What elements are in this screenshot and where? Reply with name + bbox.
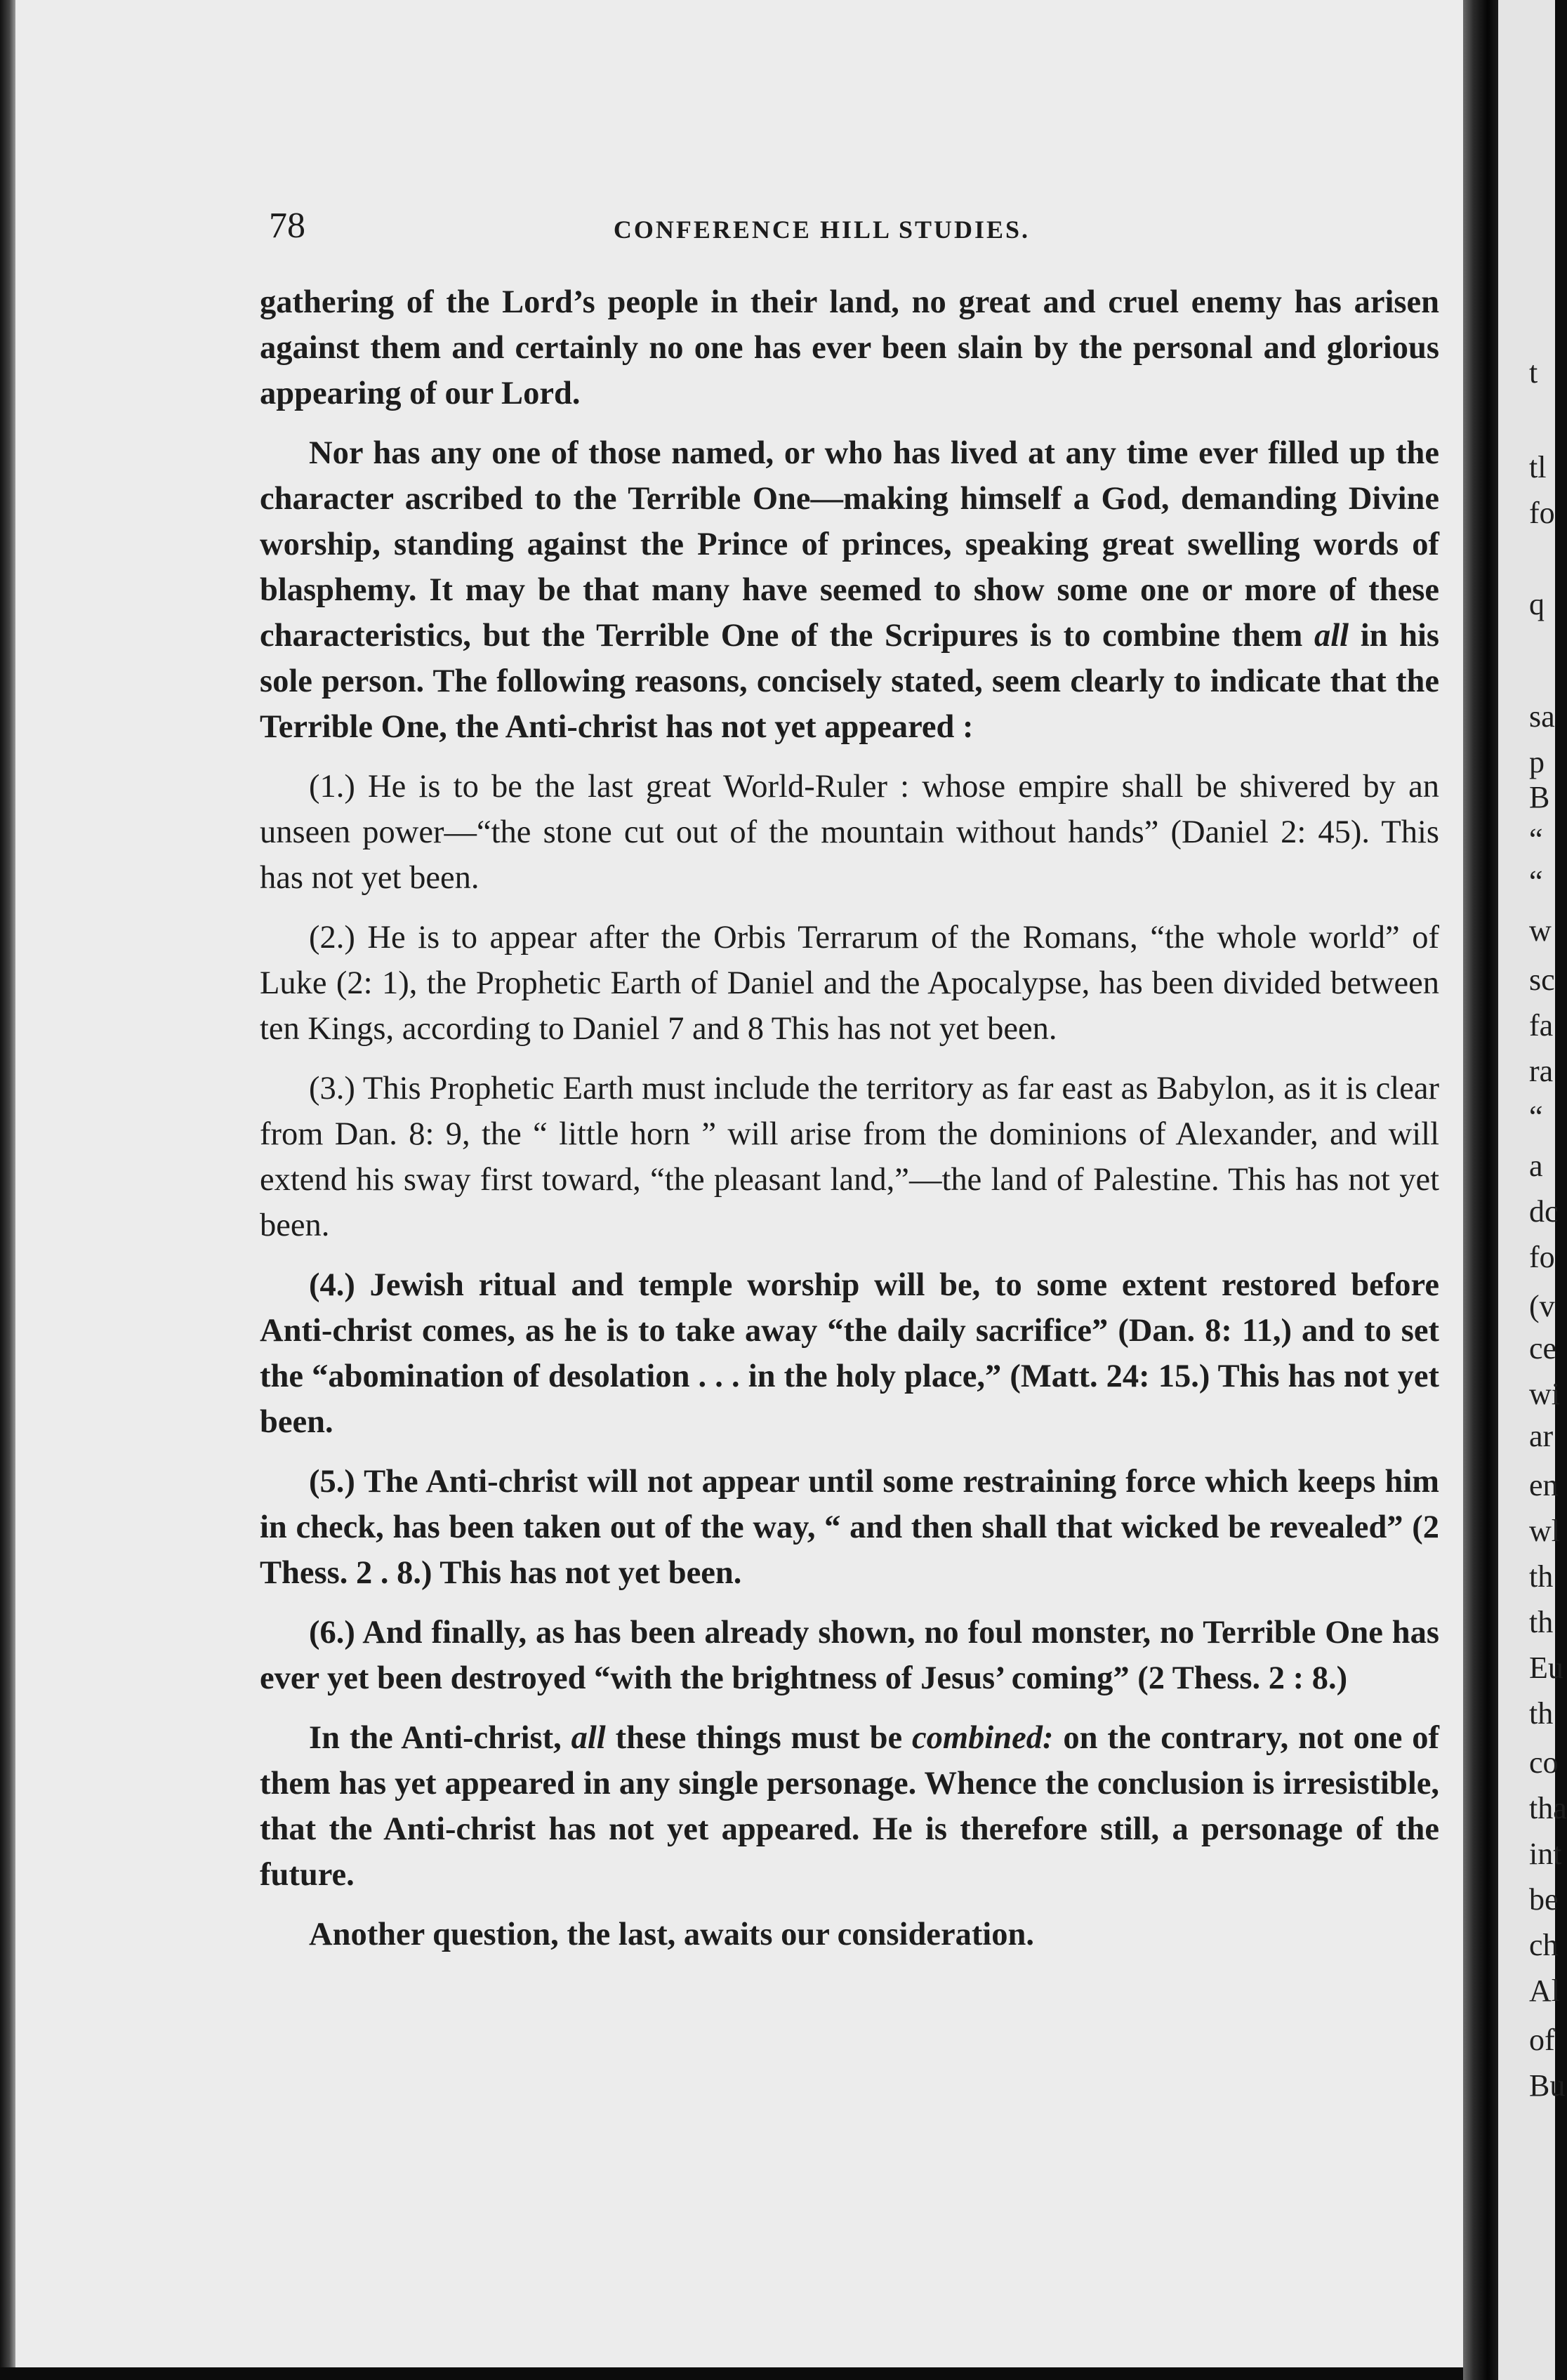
next-page-fragment: tl bbox=[1529, 450, 1547, 484]
next-page-fragment: en bbox=[1529, 1468, 1559, 1502]
book-gutter bbox=[1463, 0, 1498, 2380]
next-page-fragment: B bbox=[1529, 780, 1550, 814]
next-page-fragment: ce bbox=[1529, 1331, 1557, 1366]
next-page-fragment: q bbox=[1529, 587, 1545, 621]
emphasis-all: all bbox=[571, 1720, 606, 1756]
next-page-fragment: fo bbox=[1529, 1240, 1555, 1274]
next-page-fragment: “ bbox=[1529, 822, 1543, 857]
emphasis-all: all bbox=[1314, 618, 1349, 654]
next-page-fragment: be bbox=[1529, 1882, 1559, 1917]
next-page-fragment: th bbox=[1529, 1559, 1554, 1594]
paragraph-conclusion bbox=[260, 1715, 1439, 1898]
paragraph-continuation: gathering of the Lord’s people in their land, no great and cruel enemy has arisen against them and certainly no one has ever been slain by the personal and glorious appearing of our Lord. bbox=[260, 284, 1439, 411]
page-bottom-edge bbox=[0, 2367, 1463, 2380]
paragraph-text: in his sole person. The following reasons, concisely stated, seem clearly to indicate that the Terrible One, the Anti-christ has not yet appeared : bbox=[260, 618, 1439, 745]
paragraph-text: on the contrary, not one of them has yet appeared in any single personage. Whence the conclusion is irresistible, that the Anti-christ has not yet appeared. He is therefore still, a personage of the future. bbox=[260, 1720, 1440, 1893]
next-page-fragment: t bbox=[1529, 355, 1538, 390]
next-page-fragment: int bbox=[1529, 1837, 1562, 1871]
reason-item-4: (4.) Jewish ritual and temple worship will be, to some extent restored before Anti-christ comes, as he is to take away “the daily sacrifice” (Dan. 8: 11,) and to set the “abomination of desolation . . . in the holy place,” (Matt. 24: 15.) This has not yet been. bbox=[260, 1267, 1439, 1440]
next-page-fragment: th bbox=[1529, 1696, 1554, 1731]
body-text bbox=[260, 279, 1439, 1971]
next-page-fragment: dc bbox=[1529, 1194, 1559, 1229]
paragraph-text: Nor has any one of those named, or who has lived at any time ever filled up the character ascribed to the Terrible One—making himself a God, demanding Divine worship, standing against the Prince of princes, speaking great swelling words of blasphemy. It may be that many have seemed to show some one or more of these characteristics, but the Terrible One of the Scripures is to combine them bbox=[260, 435, 1439, 654]
reason-item-6: (6.) And finally, as has been already shown, no foul monster, no Terrible One has ever yet been destroyed “with the brightness of Jesus’ coming” (2 Thess. 2 : 8.) bbox=[260, 1615, 1439, 1696]
reason-item-1: (1.) He is to be the last great World-Ruler : whose empire shall be shivered by an unseen power—“the stone cut out of the mountain without hands” (Daniel 2: 45). This has not yet been. bbox=[260, 769, 1439, 896]
next-page-fragment: of bbox=[1529, 2023, 1555, 2057]
next-page-fragment: (v bbox=[1529, 1289, 1555, 1323]
next-page-edge bbox=[1498, 0, 1567, 2380]
page-number: 78 bbox=[269, 206, 305, 246]
running-title: CONFERENCE HILL STUDIES. bbox=[613, 216, 1031, 244]
next-page-fragment: p bbox=[1529, 745, 1545, 779]
emphasis-combined: combined: bbox=[912, 1720, 1054, 1756]
reason-item-5: (5.) The Anti-christ will not appear until some restraining force which keeps him in check, has been taken out of the way, “ and then shall that wicked be revealed” (2 Thess. 2 . 8.) This has not yet been. bbox=[260, 1464, 1439, 1591]
next-page-fragment: th bbox=[1529, 1605, 1554, 1639]
next-page-fragment: wl bbox=[1529, 1514, 1560, 1548]
paragraph-text: In the Anti-christ, bbox=[309, 1720, 571, 1756]
next-page-fragment: wi bbox=[1529, 1377, 1560, 1411]
paragraph-text: these things must be bbox=[605, 1720, 912, 1756]
next-page-fragment: “ bbox=[1529, 1099, 1543, 1134]
reason-item-3: (3.) This Prophetic Earth must include the territory as far east as Babylon, as it is clear from Dan. 8: 9, the “ little horn ” will arise from the dominions of Alexander, and will extend his sway first toward, “the pleasant land,”—the land of Palestine. This has not yet been. bbox=[260, 1071, 1439, 1243]
next-page-fragment: Bu bbox=[1529, 2068, 1566, 2103]
paragraph-closing: Another question, the last, awaits our consideration. bbox=[309, 1917, 1034, 1952]
paragraph-terrible-one bbox=[260, 430, 1439, 750]
page-left-edge bbox=[0, 0, 15, 2380]
reason-item-2: (2.) He is to appear after the Orbis Terrarum of the Romans, “the whole world” of Luke (2: 1), the Prophetic Earth of Daniel and the Apocalypse, has been divided between ten Kings, according to Daniel 7 and 8 This has not yet been. bbox=[260, 920, 1439, 1047]
next-page-fragment: sa bbox=[1529, 699, 1555, 734]
next-page-fragment: ch bbox=[1529, 1928, 1559, 1962]
page-header bbox=[269, 205, 1459, 261]
next-page-fragment: co bbox=[1529, 1745, 1559, 1780]
next-page-fragment: “ bbox=[1529, 864, 1543, 899]
next-page-fragment: Al bbox=[1529, 1974, 1560, 2008]
next-page-fragment: fo bbox=[1529, 496, 1555, 530]
next-page-fragment: a bbox=[1529, 1149, 1543, 1183]
next-page-fragment: tha bbox=[1529, 1791, 1567, 1825]
next-page-fragment: w bbox=[1529, 913, 1552, 948]
next-page-fragment: ar bbox=[1529, 1419, 1554, 1453]
next-page-fragment: fa bbox=[1529, 1008, 1554, 1043]
next-page-fragment: ra bbox=[1529, 1054, 1554, 1088]
next-page-fragment: Eu bbox=[1529, 1651, 1563, 1685]
next-page-fragment: sc bbox=[1529, 963, 1555, 997]
